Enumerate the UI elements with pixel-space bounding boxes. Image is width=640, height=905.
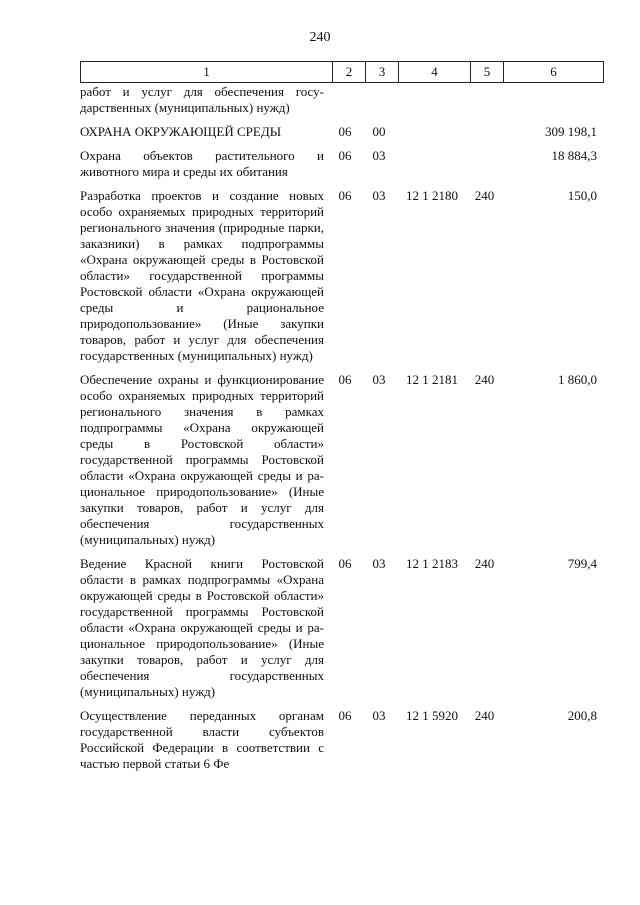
row-amount: 799,4 (567, 556, 597, 571)
row-description: Обеспечение охраны и функционирование особо охраняемых природных территорий регионального значения в рамках подпрограммы «Охрана окружающей среды в Ростовской области» государственной программы Ростовской области «Охрана окружающей среды и рациональное природопользование» (Иные закупки товаров, работ и услуг для обеспечения государственных (муниципальных) нужд) (80, 372, 324, 547)
row-target-article: 12 1 2181 (406, 372, 458, 387)
row-target-article (396, 148, 468, 188)
row-subsection-code: 03 (372, 372, 386, 387)
page-number: 240 (309, 30, 331, 45)
row-expense-type (468, 84, 501, 124)
row-description: ОХРАНА ОКРУЖАЮЩЕЙ СРЕДЫ (80, 124, 282, 139)
header-col-1: 1 (81, 62, 333, 83)
row-description: Охрана объектов растительного и животного мира и среды их обитания (80, 148, 324, 179)
row-expense-type: 240 (474, 188, 495, 203)
row-subsection-code: 03 (372, 556, 386, 571)
header-row (81, 62, 604, 83)
row-subsection-code: 03 (372, 148, 386, 163)
row-expense-type: 240 (474, 708, 495, 723)
table-row (80, 188, 603, 372)
row-subsection-code: 00 (372, 124, 386, 139)
row-expense-type: 240 (474, 372, 495, 387)
row-amount: 150,0 (567, 188, 597, 203)
header-col-4: 4 (399, 62, 471, 83)
row-target-article: 12 1 2180 (406, 188, 458, 203)
row-section-code (328, 84, 362, 124)
row-subsection-code (362, 84, 396, 124)
table-row (80, 708, 603, 772)
row-section-code: 06 (338, 124, 352, 139)
row-section-code: 06 (338, 708, 352, 723)
row-description: Ведение Красной книги Ростовской области в рамках подпрограммы «Охрана окружающей среды в Ростовской области» государственной программы Ростовской области «Охрана окружающей среды и рациональное природопользование» (Иные закупки товаров, работ и услуг для обеспечения государственных (муниципальных) нужд) (80, 556, 324, 699)
header-col-2: 2 (333, 62, 366, 83)
budget-table (80, 84, 603, 772)
header-col-5: 5 (471, 62, 504, 83)
table-row (80, 372, 603, 556)
table-row (80, 124, 603, 148)
header-col-3: 3 (366, 62, 399, 83)
row-section-code: 06 (338, 188, 352, 203)
row-expense-type (468, 124, 501, 148)
row-section-code: 06 (338, 556, 352, 571)
row-description: работ и услуг для обеспечения государственных (муниципальных) нужд) (80, 84, 324, 115)
row-expense-type (468, 148, 501, 188)
row-amount: 1 860,0 (558, 372, 597, 387)
table-row (80, 556, 603, 708)
row-target-article (396, 84, 468, 124)
row-amount: 309 198,1 (545, 124, 597, 139)
row-section-code: 06 (338, 372, 352, 387)
row-amount: 18 884,3 (551, 148, 597, 163)
row-section-code: 06 (338, 148, 352, 163)
row-target-article (396, 124, 468, 148)
row-description: Осуществление переданных органам государственной власти субъектов Российской Федерации в соответствии с частью первой статьи 6 Фе (80, 708, 324, 771)
table-header (80, 61, 604, 83)
row-target-article: 12 1 2183 (406, 556, 458, 571)
row-subsection-code: 03 (372, 708, 386, 723)
table-row (80, 148, 603, 188)
row-description: Разработка проектов и создание новых особо охраняемых природных территорий регионального значения (природные парки, заказники) в рамках подпрограммы «Охрана окружающей среды в Ростовской области» государственной программы Ростовской области «Охрана окружающей среды и рациональное природопользование» (Иные закупки товаров, работ и услуг для обеспечения государственных (муниципальных) нужд) (80, 188, 324, 363)
row-target-article: 12 1 5920 (406, 708, 458, 723)
row-expense-type: 240 (474, 556, 495, 571)
row-subsection-code: 03 (372, 188, 386, 203)
row-amount (501, 84, 603, 124)
header-col-6: 6 (504, 62, 604, 83)
row-amount: 200,8 (567, 708, 597, 723)
table-row (80, 84, 603, 124)
